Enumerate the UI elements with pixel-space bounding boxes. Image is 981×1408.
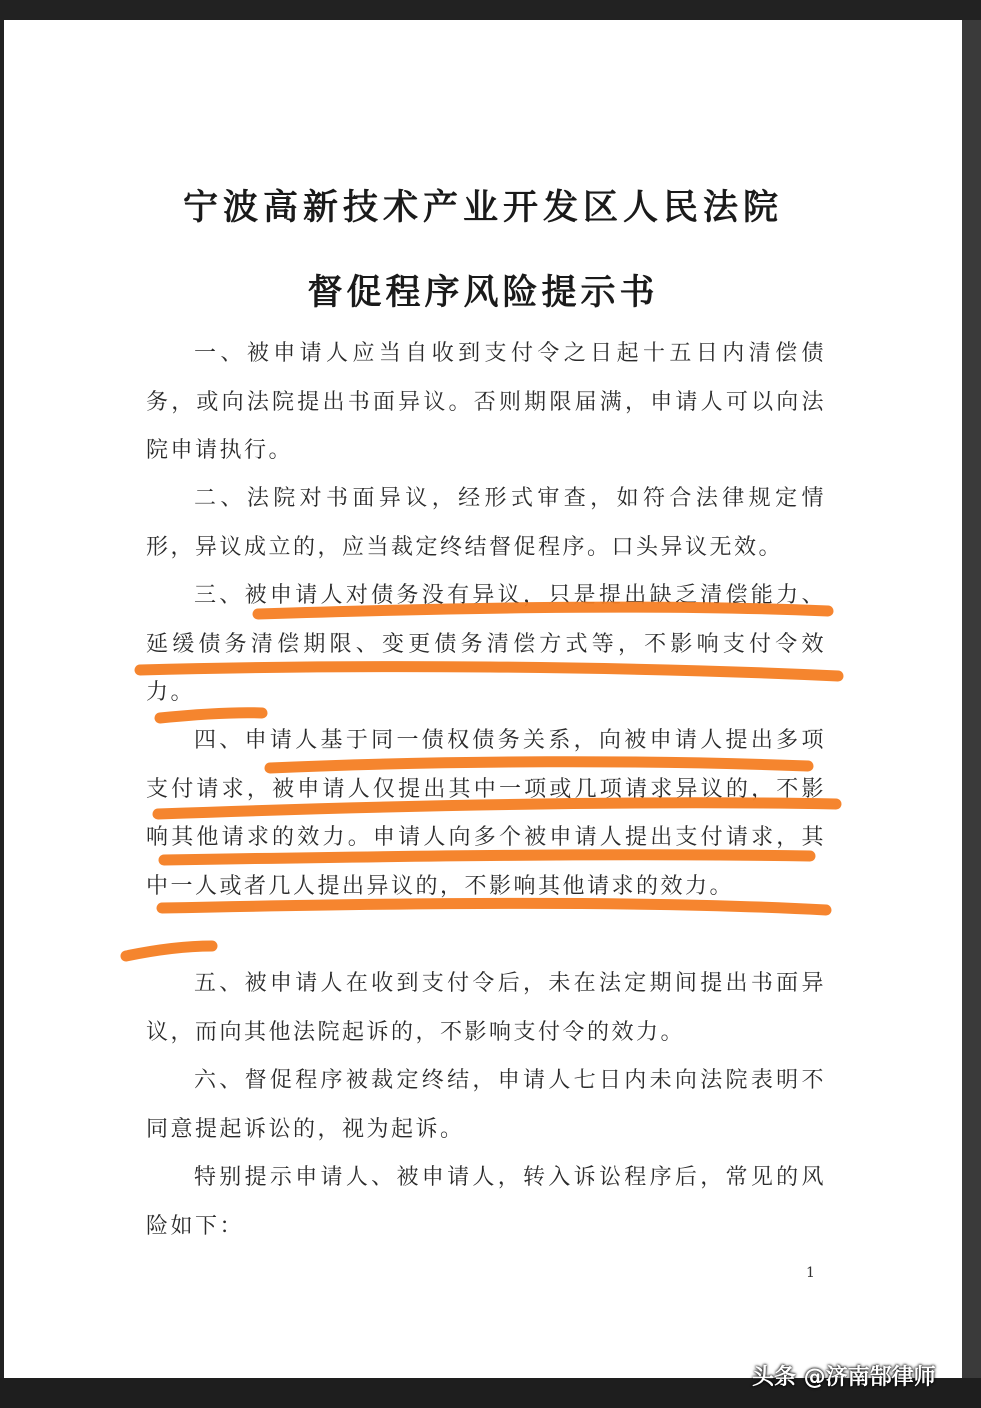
paragraph-2: 二、法院对书面异议，经形式审查，如符合法律规定情形，异议成立的，应当裁定终结督促程序。口头异议无效。 [146, 486, 826, 560]
paragraph-3: 三、被申请人对债务没有异议，只是提出缺乏清偿能力、延缓债务清偿期限、变更债务清偿方式等，不影响支付令效力。 [146, 583, 826, 705]
paragraph-1: 一、被申请人应当自收到支付令之日起十五日内清偿债务，或向法院提出书面异议。否则期限届满，申请人可以向法院申请执行。 [146, 341, 826, 463]
page-number: 1 [806, 1265, 815, 1281]
watermark: 头条 @济南郜律师 [752, 1365, 936, 1390]
paragraph-6: 六、督促程序被裁定终结，申请人七日内未向法院表明不同意提起诉讼的，视为起诉。 [146, 1068, 826, 1142]
paragraph-4: 四、申请人基于同一债权债务关系，向被申请人提出多项支付请求，被申请人仅提出其中一项或几项请求异议的，不影响其他请求的效力。申请人向多个被申请人提出支付请求，其中一人或者几人提出异议的，不影响其他请求的效力。 [146, 728, 826, 899]
document-title-court: 宁波高新技术产业开发区人民法院 [182, 187, 783, 228]
paragraph-5: 五、被申请人在收到支付令后，未在法定期间提出书面异议，而向其他法院起诉的，不影响支付令的效力。 [146, 971, 826, 1045]
paragraph-7: 特别提示申请人、被申请人，转入诉讼程序后，常见的风险如下： [146, 1165, 826, 1239]
viewer-frame-right [962, 20, 981, 1378]
document-title-notice: 督促程序风险提示书 [307, 272, 659, 313]
